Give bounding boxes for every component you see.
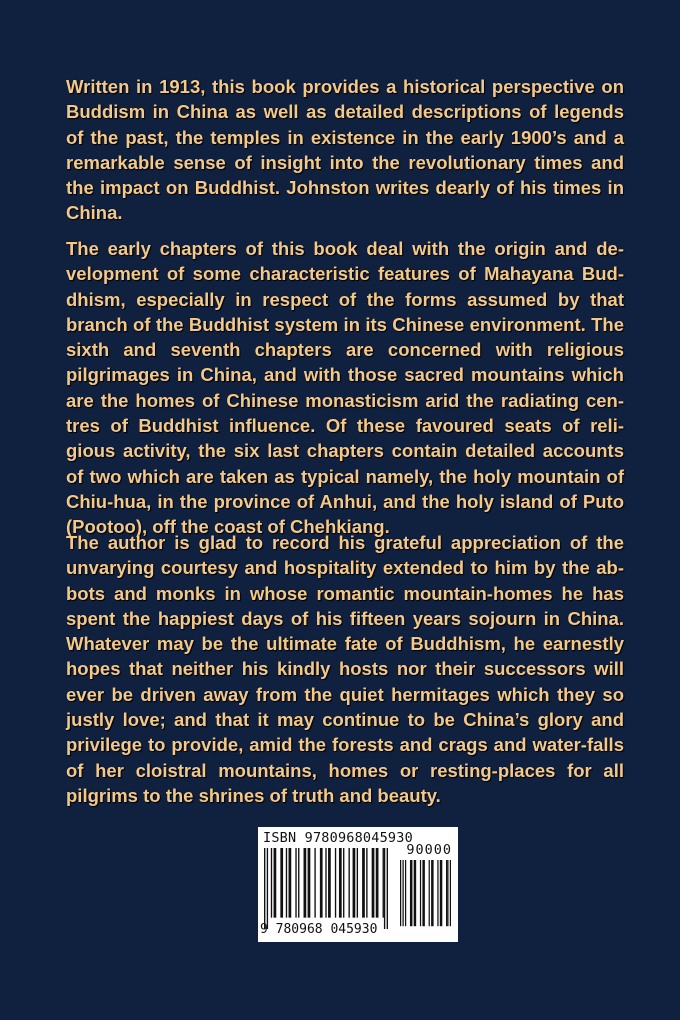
barcode-bar (414, 860, 416, 926)
barcode-bar (314, 848, 315, 918)
barcode-bar (289, 848, 292, 918)
barcode-bar (264, 848, 265, 929)
barcode-bar (440, 860, 442, 926)
blurb-paragraph-1: Written in 1913, this book provides a historical perspective on Buddism in China as well as detailed descriptions of legends of the past, the temples in existence in the early 1900’s and a remarkable sense of insight into the revolutionary times and the impact on Buddhist. Johnston writes dearly of his times in China. (66, 76, 624, 224)
barcode-bar (304, 848, 307, 918)
barcode-bar (267, 848, 268, 929)
barcode-bar (325, 848, 326, 918)
barcode-bar (450, 860, 451, 926)
blurb-paragraph-2: The early chapters of this book deal with the origin and de-velopment of some characteristic features of Mahayana Bud-dhism, especially in respect of the forms assumed by that branch of the Buddhist system in its Chinese environment. The sixth and seventh chapters are concerned with religious pilgrimages in China, and with those sacred mountains which are the homes of Chinese monasticism arid the radiating cen-tres of Buddhist influence. Of these favoured seats of reli-gious activity, the six last chapters contain detailed accounts of two which are taken as typical namely, the holy mountain of Chiu-hua, in the province of Anhui, and the holy island of Puto (Pootoo), off the coast of Chehkiang. (66, 238, 624, 538)
barcode-bar (366, 848, 367, 918)
barcode-bar (405, 860, 406, 926)
barcode-bar (320, 848, 323, 918)
addon-barcode-bars (398, 860, 453, 937)
barcode-bar (348, 848, 349, 918)
barcode-bar (431, 860, 433, 926)
barcode-bar (410, 860, 412, 926)
barcode-bar (376, 848, 379, 918)
ean-digits: 9 780968 045930 (260, 922, 378, 937)
barcode-bar (402, 860, 403, 926)
barcode-bar (447, 860, 448, 926)
barcode-bar (271, 848, 272, 918)
barcode-bar (372, 848, 375, 918)
ean-barcode-bars (262, 848, 390, 929)
barcode-bar (362, 848, 365, 918)
barcode-bar (286, 848, 287, 918)
barcode-bar (384, 848, 385, 929)
barcode-bar (343, 848, 344, 918)
barcode-bar (308, 848, 311, 918)
barcode-bar (422, 860, 424, 926)
barcode-bar (429, 860, 430, 926)
barcode-bar (274, 848, 277, 918)
barcode-bar (420, 860, 421, 926)
blurb-paragraph-3: The author is glad to record his grateful appreciation of the unvarying courtesy and hospitality extended to him by the ab-bots and monks in whose romantic mountain-homes he has spent the happiest days of his fifteen years sojourn in China. Whatever may be the ultimate fate of Buddhism, he earnestly hopes that neither his kindly hosts nor their successors will ever be driven away from the quiet hermitages which they so justly love; and that it may continue to be China’s glory and privilege to provide, amid the forests and crags and water-falls of her cloistral mountains, homes or resting-places for all pilgrims to the shrines of truth and beauty. (66, 532, 624, 806)
barcode-bar (383, 848, 384, 918)
barcode-bar (387, 848, 388, 929)
barcode-bar (328, 848, 331, 918)
isbn-label: ISBN 9780968045930 (263, 830, 413, 846)
barcode-bar (339, 848, 342, 918)
barcode-bar (400, 860, 401, 926)
barcode-bar (298, 848, 299, 918)
barcode-bar (357, 848, 358, 918)
barcode-bar (446, 860, 447, 926)
isbn-barcode (258, 827, 458, 942)
barcode-bar (280, 848, 283, 918)
barcode-bar (295, 848, 296, 918)
price-code: 90000 (406, 842, 452, 858)
barcode-bar (353, 848, 356, 918)
barcode-bar (437, 860, 438, 926)
barcode-bar (335, 848, 336, 918)
